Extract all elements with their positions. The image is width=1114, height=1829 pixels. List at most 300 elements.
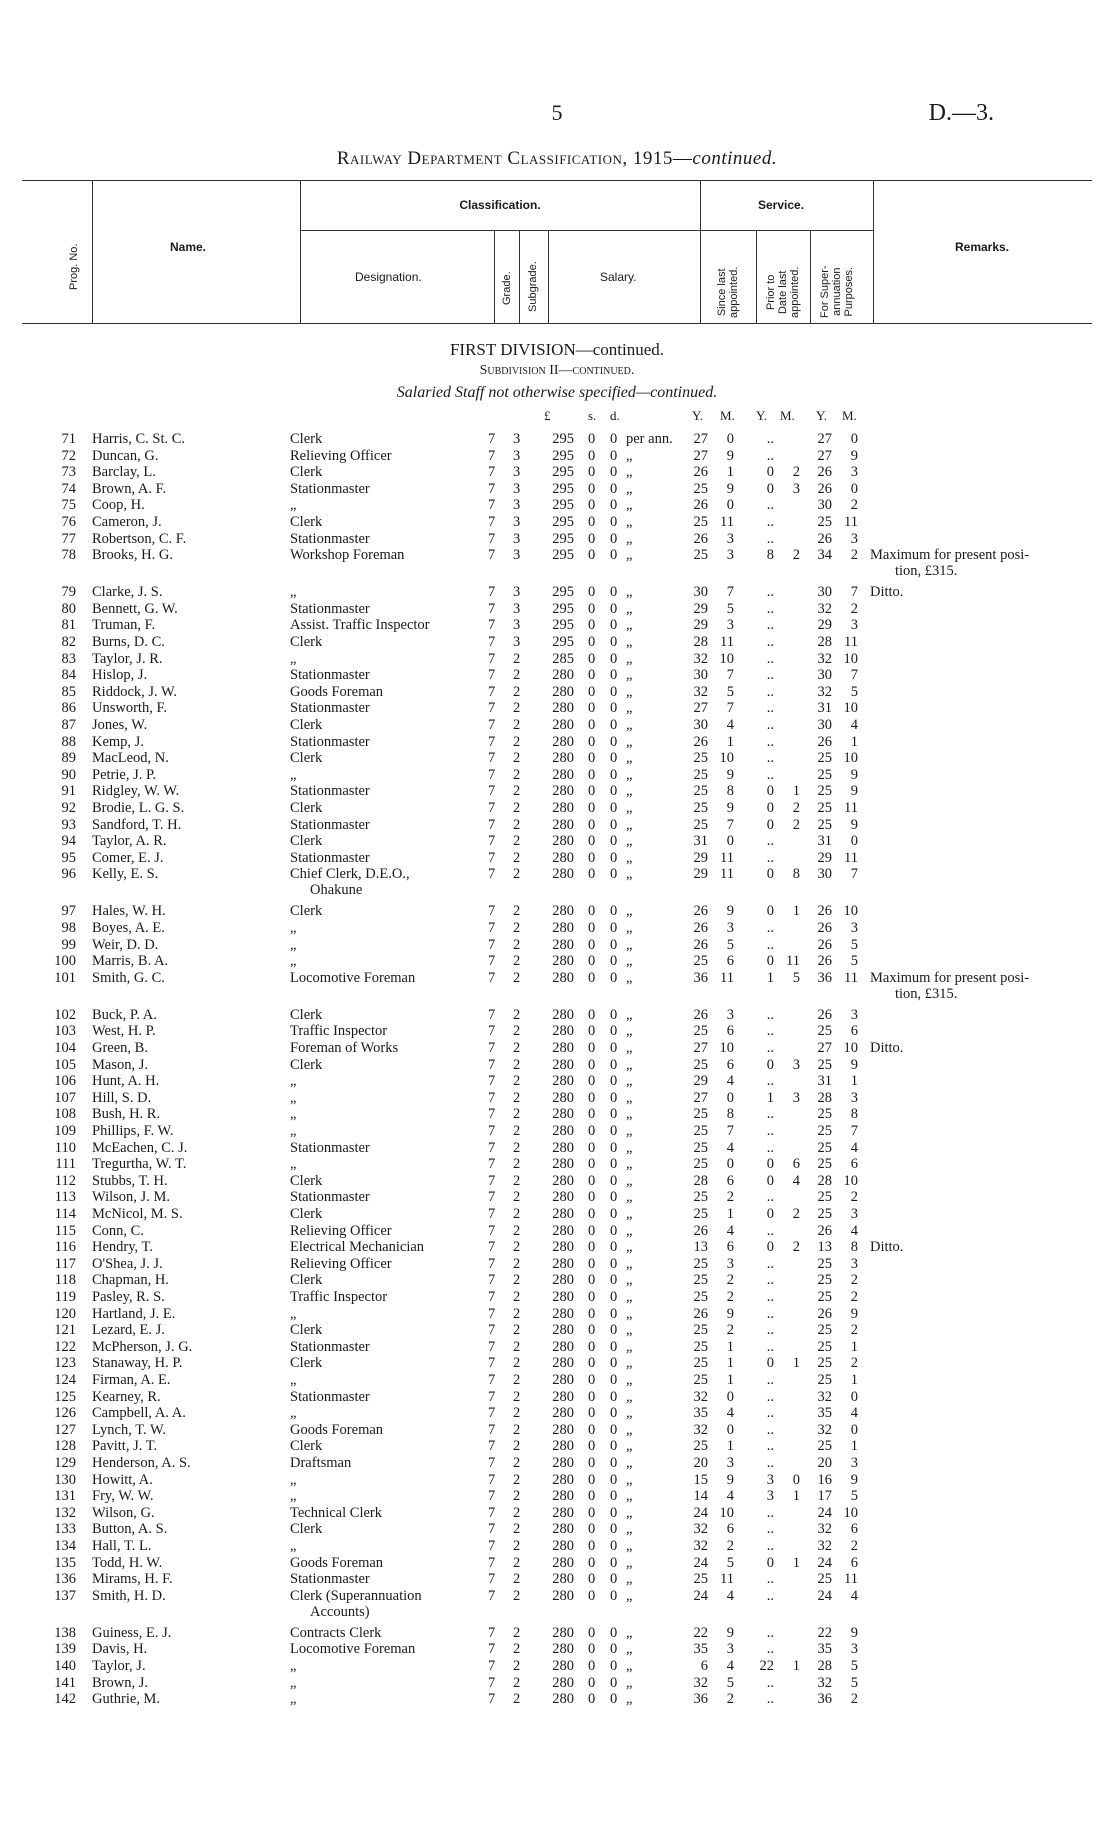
salary-pence: 0	[610, 464, 618, 481]
salary-shillings: 0	[588, 1438, 596, 1455]
prog-no: 91	[61, 783, 76, 800]
super-years: 28	[817, 1172, 832, 1189]
designation: Clerk	[290, 800, 323, 816]
designation: Clerk	[290, 634, 323, 650]
designation: Stationmaster	[290, 733, 370, 750]
subgrade: 2	[513, 1641, 521, 1658]
salary-pounds: 280	[552, 1073, 574, 1090]
table-row	[0, 481, 1114, 497]
since-months: 3	[726, 1455, 734, 1471]
super-years: 25	[817, 1355, 832, 1372]
since-months: 9	[726, 766, 734, 783]
table-row	[0, 1339, 1114, 1355]
since-years: 29	[693, 617, 708, 634]
salary-pounds: 280	[552, 1156, 574, 1173]
grade: 7	[488, 1691, 496, 1708]
since-years: 30	[693, 584, 708, 601]
since-years: 25	[693, 800, 708, 816]
salary-pounds: 280	[552, 1056, 574, 1073]
prior-to-header: Prior to Date last appointed.	[765, 266, 801, 318]
prior-years: ..	[766, 617, 774, 634]
salary-pounds: 280	[552, 667, 574, 684]
since-years: 20	[693, 1455, 708, 1471]
table-row	[0, 1571, 1114, 1587]
staff-name: Wilson, J. M.	[92, 1189, 170, 1206]
designation: Draftsman	[290, 1455, 352, 1471]
super-years: 25	[817, 1322, 832, 1339]
section-subdivision: Subdivision II—continued.	[479, 363, 635, 378]
super-years: 22	[817, 1624, 832, 1641]
prior-years: ..	[766, 1106, 774, 1123]
designation: Technical Clerk	[290, 1504, 382, 1521]
prog-no: 92	[61, 800, 76, 816]
designation: „	[290, 1073, 297, 1090]
grade-header: Grade.	[501, 271, 513, 305]
salary-period: „	[626, 1571, 633, 1588]
since-months: 9	[726, 1624, 734, 1641]
salary-shillings: 0	[588, 1189, 596, 1206]
since-months: 2	[726, 1322, 734, 1339]
since-years: 25	[693, 1189, 708, 1206]
prior-years: ..	[766, 1322, 774, 1339]
col-rule	[810, 230, 811, 323]
super-years: 25	[817, 1123, 832, 1139]
salary-period: „	[626, 783, 633, 800]
salary-pence: 0	[610, 783, 618, 800]
table-row	[0, 1322, 1114, 1338]
grade: 7	[488, 584, 496, 601]
grade: 7	[488, 800, 496, 816]
name-header: Name.	[170, 240, 207, 254]
since-months: 1	[726, 1438, 734, 1455]
staff-name: Brown, J.	[92, 1674, 148, 1691]
salary-pence: 0	[610, 1388, 618, 1405]
salary-pence: 0	[610, 1521, 618, 1538]
prog-no: 135	[54, 1554, 76, 1571]
since-months: 8	[726, 783, 734, 800]
grade: 7	[488, 1388, 496, 1405]
salary-period: „	[626, 683, 633, 700]
prog-no: 127	[54, 1421, 76, 1438]
salary-period: „	[626, 920, 633, 936]
table-row	[0, 717, 1114, 733]
super-months: 6	[850, 1156, 858, 1173]
prior-years: ..	[766, 530, 774, 547]
salary-pence: 0	[610, 920, 618, 936]
prior-years: ..	[766, 1372, 774, 1388]
salary-period: „	[626, 447, 633, 464]
since-months: 3	[726, 1641, 734, 1658]
staff-name: Coop, H.	[92, 497, 145, 514]
prior-years: 0	[766, 903, 774, 920]
salary-period: „	[626, 480, 633, 497]
prog-no: 125	[54, 1388, 76, 1405]
since-months: 9	[726, 903, 734, 920]
grade: 7	[488, 1239, 496, 1256]
since-months: 9	[726, 1305, 734, 1322]
table-row	[0, 1140, 1114, 1156]
grade: 7	[488, 650, 496, 667]
since-months: 9	[726, 1471, 734, 1488]
salary-shillings: 0	[588, 766, 596, 783]
staff-name: Guiness, E. J.	[92, 1624, 172, 1641]
salary-period: „	[626, 1040, 633, 1056]
table-row	[0, 1206, 1114, 1222]
salary-pounds: 280	[552, 1471, 574, 1488]
table-row	[0, 514, 1114, 530]
super-months: 9	[850, 1471, 858, 1488]
table-row	[0, 903, 1114, 919]
salary-period: „	[626, 464, 633, 481]
prior-years: ..	[766, 1388, 774, 1405]
salary-pence: 0	[610, 1471, 618, 1488]
since-years: 25	[693, 1372, 708, 1388]
super-months: 6	[850, 1023, 858, 1040]
col-rule	[756, 230, 757, 323]
salary-pounds: 280	[552, 1455, 574, 1471]
since-months: 0	[726, 1089, 734, 1106]
prior-years: 0	[766, 1239, 774, 1256]
super-months: 0	[850, 1421, 858, 1438]
since-months: 1	[726, 1355, 734, 1372]
prog-no: 116	[54, 1239, 76, 1256]
designation: „	[290, 1123, 297, 1139]
table-row	[0, 1106, 1114, 1122]
prog-no: 77	[61, 530, 76, 547]
designation: Stationmaster	[290, 700, 370, 717]
since-years: 25	[693, 1322, 708, 1339]
staff-name: McPherson, J. G.	[92, 1338, 193, 1355]
title-continued: continued.	[692, 148, 778, 169]
prior-years: ..	[766, 1338, 774, 1355]
prior-months: 1	[792, 1554, 800, 1571]
super-years: 30	[817, 497, 832, 514]
designation: Clerk	[290, 1172, 323, 1189]
designation: Stationmaster	[290, 530, 370, 547]
salary-period: „	[626, 866, 633, 883]
prog-no: 104	[54, 1040, 76, 1056]
grade: 7	[488, 1674, 496, 1691]
since-months: 5	[726, 936, 734, 953]
super-years: 30	[817, 584, 832, 601]
salary-pounds: 280	[552, 1504, 574, 1521]
salary-pounds: 280	[552, 1641, 574, 1658]
designation: „	[290, 766, 297, 783]
subgrade: 2	[513, 1040, 521, 1056]
designation: Clerk	[290, 431, 323, 447]
prog-no: 85	[61, 683, 76, 700]
since-years: 36	[693, 969, 708, 986]
designation: Stationmaster	[290, 1338, 370, 1355]
grade: 7	[488, 1372, 496, 1388]
super-years: 28	[817, 1658, 832, 1674]
grade: 7	[488, 766, 496, 783]
subgrade: 2	[513, 1571, 521, 1588]
since-years: 25	[693, 816, 708, 833]
salary-pence: 0	[610, 1538, 618, 1554]
prog-no: 95	[61, 849, 76, 866]
table-row	[0, 1272, 1114, 1288]
remarks: Maximum for present posi-	[870, 547, 1030, 564]
salary-pence: 0	[610, 1040, 618, 1056]
salary-pounds: 280	[552, 1388, 574, 1405]
grade: 7	[488, 849, 496, 866]
super-years: 36	[817, 969, 832, 986]
grade: 7	[488, 1571, 496, 1588]
since-years: 30	[693, 667, 708, 684]
header-bottom-rule	[22, 323, 1092, 324]
super-years: 26	[817, 530, 832, 547]
prior-years: ..	[766, 683, 774, 700]
table-row	[0, 1625, 1114, 1641]
since-years: 35	[693, 1641, 708, 1658]
prog-no: 114	[54, 1206, 76, 1222]
super-years: 25	[817, 1189, 832, 1206]
prior-years: 0	[766, 1355, 774, 1372]
salary-pence: 0	[610, 584, 618, 601]
salary-shillings: 0	[588, 1322, 596, 1339]
prior-years: ..	[766, 1504, 774, 1521]
salary-pence: 0	[610, 903, 618, 920]
salary-shillings: 0	[588, 800, 596, 816]
designation: Clerk	[290, 1322, 323, 1339]
designation: Stationmaster	[290, 1388, 370, 1405]
prog-no: 75	[61, 497, 76, 514]
since-months: 4	[726, 1658, 734, 1674]
designation: „	[290, 1372, 297, 1388]
subgrade: 2	[513, 1338, 521, 1355]
grade: 7	[488, 920, 496, 936]
prog-no: 89	[61, 750, 76, 767]
designation: Stationmaster	[290, 783, 370, 800]
salary-shillings: 0	[588, 1156, 596, 1173]
grade: 7	[488, 497, 496, 514]
salary-pounds: 280	[552, 800, 574, 816]
salary-period: „	[626, 1289, 633, 1305]
since-years: 25	[693, 1438, 708, 1455]
grade: 7	[488, 1106, 496, 1123]
staff-name: Guthrie, M.	[92, 1691, 161, 1708]
salary-shillings: 0	[588, 833, 596, 850]
since-years: 29	[693, 866, 708, 883]
super-months: 9	[850, 447, 858, 464]
salary-pounds: 280	[552, 866, 574, 883]
super-years: 35	[817, 1641, 832, 1658]
prog-no: 137	[54, 1587, 76, 1604]
salary-pounds: 280	[552, 1691, 574, 1708]
since-years: 15	[693, 1471, 708, 1488]
subgrade: 2	[513, 1674, 521, 1691]
subgrade: 2	[513, 683, 521, 700]
grade: 7	[488, 1255, 496, 1272]
prior-years: ..	[766, 1438, 774, 1455]
grade: 7	[488, 1405, 496, 1422]
salary-shillings: 0	[588, 1272, 596, 1289]
grade: 7	[488, 1504, 496, 1521]
subgrade: 2	[513, 1538, 521, 1554]
salary-period: „	[626, 1471, 633, 1488]
salary-pence: 0	[610, 1289, 618, 1305]
page-number: 5	[551, 100, 563, 125]
salary-pounds: 280	[552, 1488, 574, 1505]
salary-pence: 0	[610, 1691, 618, 1708]
prog-no: 136	[54, 1571, 76, 1588]
since-months: 5	[726, 1674, 734, 1691]
salary-period: „	[626, 650, 633, 667]
service-header: Service.	[758, 198, 805, 212]
prog-no: 142	[54, 1691, 76, 1708]
subgrade: 2	[513, 750, 521, 767]
since-months: 6	[726, 1056, 734, 1073]
table-row	[0, 1057, 1114, 1073]
salary-pounds: 280	[552, 936, 574, 953]
subgrade: 2	[513, 920, 521, 936]
salary-shillings: 0	[588, 1691, 596, 1708]
prior-months: 6	[792, 1156, 800, 1173]
salary-pence: 0	[610, 866, 618, 883]
staff-name: Ridgley, W. W.	[92, 783, 180, 800]
since-years: 26	[693, 1305, 708, 1322]
salary-pence: 0	[610, 1089, 618, 1106]
since-months: 6	[726, 1239, 734, 1256]
subgrade: 2	[513, 953, 521, 970]
salary-pounds: 280	[552, 683, 574, 700]
table-row	[0, 431, 1114, 447]
super-years: 31	[817, 833, 832, 850]
designation: „	[290, 1488, 297, 1505]
designation: Contracts Clerk	[290, 1624, 382, 1641]
since-months: 2	[726, 1272, 734, 1289]
salary-pence: 0	[610, 1305, 618, 1322]
subgrade: 2	[513, 1388, 521, 1405]
salary-pence: 0	[610, 1206, 618, 1222]
prior-months: 2	[792, 800, 800, 816]
super-months: 9	[850, 1056, 858, 1073]
subgrade: 3	[513, 584, 521, 601]
salary-shillings: 0	[588, 1355, 596, 1372]
grade: 7	[488, 1455, 496, 1471]
staff-name: Hartland, J. E.	[92, 1305, 176, 1322]
salary-shillings: 0	[588, 750, 596, 767]
staff-name: Taylor, J. R.	[92, 650, 163, 667]
staff-name: Conn, C.	[92, 1222, 144, 1239]
grade: 7	[488, 733, 496, 750]
super-months: 9	[850, 1305, 858, 1322]
salary-shillings: 0	[588, 1239, 596, 1256]
staff-name: Button, A. S.	[92, 1521, 168, 1538]
salary-pounds: 280	[552, 1405, 574, 1422]
grade: 7	[488, 1189, 496, 1206]
since-months: 11	[720, 866, 734, 883]
since-years: 25	[693, 1056, 708, 1073]
salary-period: „	[626, 1388, 633, 1405]
salary-pence: 0	[610, 700, 618, 717]
super-months: 5	[850, 953, 858, 970]
salary-pounds: 280	[552, 1438, 574, 1455]
salary-shillings: 0	[588, 1289, 596, 1305]
salary-pounds: 295	[552, 634, 574, 650]
since-months: 3	[726, 1255, 734, 1272]
prior-years: ..	[766, 833, 774, 850]
designation: Stationmaster	[290, 667, 370, 684]
grade: 7	[488, 1040, 496, 1056]
salary-pounds: 280	[552, 969, 574, 986]
grade: 7	[488, 683, 496, 700]
subgrade: 2	[513, 816, 521, 833]
subgrade: 2	[513, 667, 521, 684]
salary-shillings: 0	[588, 514, 596, 530]
staff-name: Hislop, J.	[92, 667, 148, 684]
since-months: 0	[726, 1156, 734, 1173]
super-months: 11	[844, 849, 858, 866]
salary-shillings: 0	[588, 903, 596, 920]
salary-period: per ann.	[626, 431, 673, 447]
designation: „	[290, 584, 297, 601]
subgrade: 2	[513, 650, 521, 667]
super-years: 32	[817, 683, 832, 700]
salary-pence: 0	[610, 1421, 618, 1438]
super-years: 25	[817, 1272, 832, 1289]
salary-pounds: 280	[552, 1222, 574, 1239]
super-years: 28	[817, 1089, 832, 1106]
designation: Clerk	[290, 1438, 323, 1455]
table-row	[0, 937, 1114, 953]
super-years: 25	[817, 514, 832, 530]
since-years: 26	[693, 733, 708, 750]
super-months: 1	[850, 1372, 858, 1388]
staff-name: Todd, H. W.	[92, 1554, 163, 1571]
table-row	[0, 1505, 1114, 1521]
since-years: 28	[693, 634, 708, 650]
salary-shillings: 0	[588, 530, 596, 547]
subgrade: 2	[513, 1438, 521, 1455]
staff-name: Brown, A. F.	[92, 480, 167, 497]
salary-shillings: 0	[588, 816, 596, 833]
designation: „	[290, 1089, 297, 1106]
designation: Stationmaster	[290, 600, 370, 617]
prog-no: 100	[54, 953, 76, 970]
staff-name: Taylor, A. R.	[92, 833, 167, 850]
designation: Stationmaster	[290, 816, 370, 833]
subgrade: 2	[513, 1222, 521, 1239]
prior-months: 4	[792, 1172, 800, 1189]
salary-pounds: 280	[552, 849, 574, 866]
salary-shillings: 0	[588, 1056, 596, 1073]
salary-pounds: 280	[552, 1006, 574, 1023]
staff-name: Green, B.	[92, 1040, 148, 1056]
super-months: 2	[850, 600, 858, 617]
salary-pounds: 280	[552, 1421, 574, 1438]
super-years: 25	[817, 800, 832, 816]
prior-months: 0	[792, 1471, 800, 1488]
prior-years: ..	[766, 514, 774, 530]
subgrade: 2	[513, 1504, 521, 1521]
salary-pounds: 280	[552, 1624, 574, 1641]
unit-months: M.	[720, 408, 735, 423]
remarks: Maximum for present posi-	[870, 969, 1030, 986]
super-years: 25	[817, 1206, 832, 1222]
prior-years: 1	[766, 969, 774, 986]
since-months: 9	[726, 447, 734, 464]
staff-name: Duncan, G.	[92, 447, 159, 464]
subgrade: 2	[513, 1488, 521, 1505]
grade: 7	[488, 1338, 496, 1355]
prior-years: ..	[766, 920, 774, 936]
designation: „	[290, 650, 297, 667]
since-years: 25	[693, 1571, 708, 1588]
prior-years: ..	[766, 733, 774, 750]
super-years: 25	[817, 1571, 832, 1588]
